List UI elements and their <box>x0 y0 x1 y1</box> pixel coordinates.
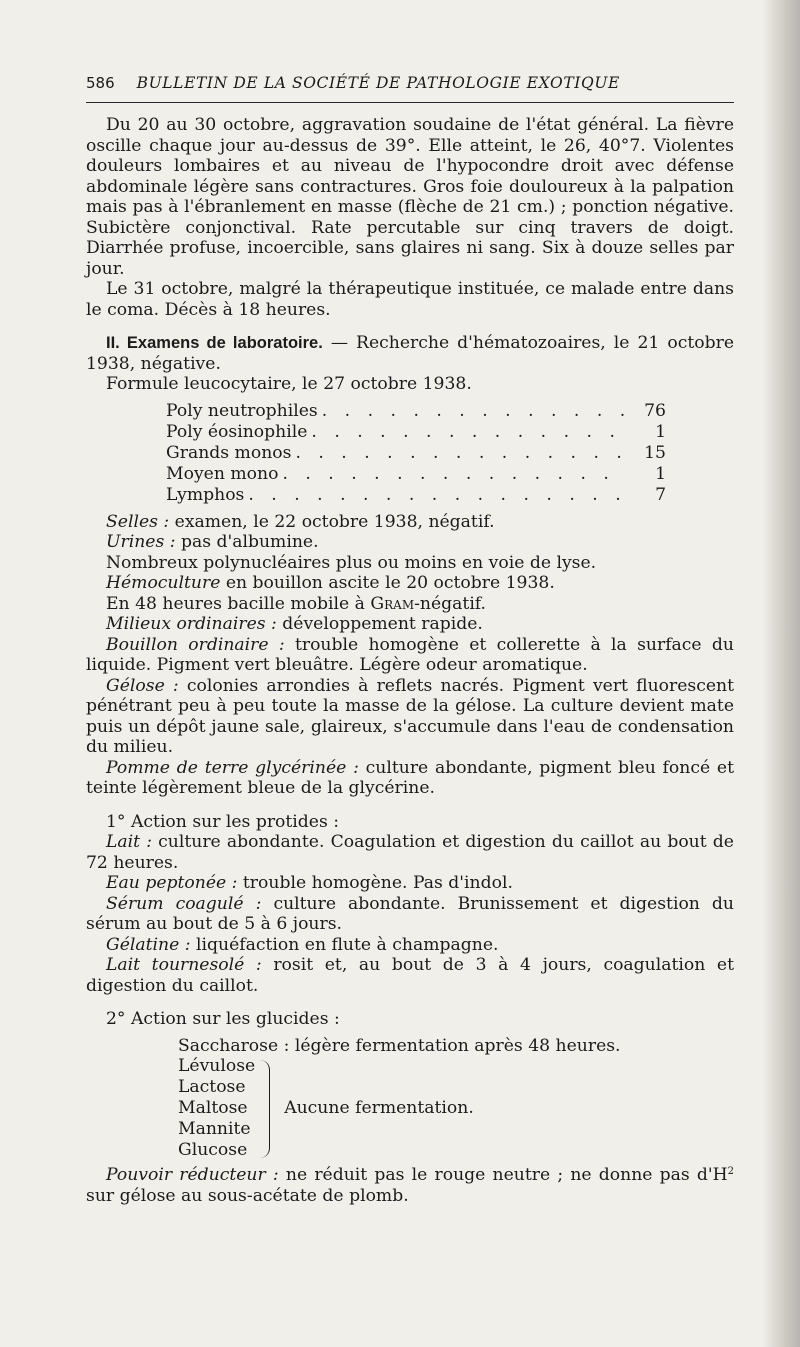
page-edge-shadow <box>762 0 800 1347</box>
eau-peptonee-text: trouble homogène. Pas d'indol. <box>237 873 513 893</box>
gram-label: Gram <box>370 593 415 614</box>
milieux-line <box>86 614 734 635</box>
article-body <box>86 115 734 1206</box>
lait-paragraph <box>86 832 734 873</box>
serum-paragraph <box>86 894 734 935</box>
formula-cell-name: Poly éosinophile <box>166 421 308 442</box>
milieux-label: Milieux ordinaires : <box>106 614 277 634</box>
leader-dots <box>282 464 628 485</box>
formula-cell-value: 1 <box>655 421 666 442</box>
bouillon-label: Bouillon ordinaire : <box>106 634 285 655</box>
page-number: 586 <box>86 74 115 92</box>
lait-tournesole-text: rosit et, au bout de 3 à 4 jours, coagulation et digestion du caillot. <box>86 955 734 996</box>
leader-dots <box>311 422 628 443</box>
pouvoir-text: ne réduit pas le rouge neutre ; ne donne pas d'H <box>278 1165 728 1185</box>
formula-cell-name: Moyen mono <box>166 463 279 484</box>
running-head <box>86 74 734 103</box>
glucides-heading: 2° Action sur les glucides : <box>106 1009 340 1029</box>
right-brace <box>259 1060 270 1158</box>
lait-label: Lait : <box>106 832 153 852</box>
leader-dots <box>322 401 628 422</box>
formula-cell-name: Grands monos <box>166 442 292 463</box>
pomme-label: Pomme de terre glycérinée : <box>106 757 359 778</box>
leader-dots <box>248 485 628 506</box>
urines-label: Urines : <box>106 532 176 552</box>
gelatine-text: liquéfaction en flute à champagne. <box>190 934 499 955</box>
urines-text: pas d'albumine. <box>175 532 319 552</box>
formula-cell-value: 76 <box>644 400 666 421</box>
gelatine-line <box>86 935 734 956</box>
formula-cell-value: 1 <box>655 463 666 484</box>
gelatine-label: Gélatine : <box>106 934 191 955</box>
sugar-group <box>178 1056 734 1161</box>
lait-text: culture abondante. Coagulation et digestion du caillot au bout de 72 heures. <box>86 832 734 873</box>
polynucleaires-line: Nombreux polynucléaires plus ou moins en voie de lyse. <box>106 552 597 573</box>
gelose-text: colonies arrondies à reflets nacrés. Pigment vert fluorescent pénétrant peu à peu toute la masse de la gélose. La culture devient mate puis un dépôt jaune sale, glaireux, s'accumule dans l'eau de condensation du milieu. <box>86 675 734 757</box>
pouvoir-label: Pouvoir réducteur : <box>106 1165 279 1185</box>
gelose-label: Gélose : <box>106 675 179 696</box>
formula-cell-name: Poly neutrophiles <box>166 400 318 421</box>
pomme-paragraph <box>86 758 734 799</box>
leader-dots <box>295 443 628 464</box>
formula-row <box>166 443 666 464</box>
pomme-text: culture abondante, pigment bleu foncé et teinte légèrement bleue de la glycérine. <box>86 757 734 798</box>
pouvoir-end: sur gélose au sous-acétate de plomb. <box>86 1185 409 1206</box>
serum-label: Sérum coagulé : <box>106 893 262 914</box>
sugar-item: Glucose <box>178 1140 248 1160</box>
no-fermentation-text: Aucune fermentation. <box>284 1098 474 1119</box>
leukocyte-formula-table <box>166 401 666 506</box>
formula-row <box>166 464 666 485</box>
gelose-paragraph <box>86 676 734 758</box>
formula-cell-value: 7 <box>655 484 666 505</box>
selles-text: examen, le 22 octobre 1938, négatif. <box>169 511 495 532</box>
bacille-line <box>86 594 734 615</box>
selles-line <box>86 512 734 533</box>
sugar-item: Mannite <box>178 1119 251 1139</box>
hematozoa-text: — Recherche d'hématozoaires, le 21 octobre 1938, négative. <box>86 333 734 374</box>
page-content <box>86 74 734 1206</box>
hemoculture-text: en bouillon ascite le 20 octobre 1938. <box>220 573 555 593</box>
journal-title: BULLETIN DE LA SOCIÉTÉ DE PATHOLOGIE EXOTIQUE <box>136 74 620 92</box>
hemoculture-line <box>86 573 734 594</box>
urines-line <box>86 532 734 553</box>
saccharose-line: Saccharose : légère fermentation après 48 heures. <box>178 1035 621 1056</box>
clinical-paragraph-2: Le 31 octobre, malgré la thérapeutique instituée, ce malade entre dans le coma. Décès à 18 heures. <box>86 279 734 320</box>
sugar-item: Lactose <box>178 1077 246 1097</box>
sugar-item: Lévulose <box>178 1056 256 1076</box>
clinical-paragraph-1: Du 20 au 30 octobre, aggravation soudaine de l'état général. La fièvre oscille chaque jour au-dessus de 39°. Elle atteint, le 26, 40°7. Violentes douleurs lombaires et au niveau de l'hypocondre droit avec défense abdominale légère sans contractures. Gros foie douloureux à la palpation mais pas à l'ébranlement en masse (flèche de 21 cm.) ; ponction négative. Subictère conjonctival. Rate percutable sur cinq travers de doigt. Diarrhée profuse, incoercible, sans glaires ni sang. Six à douze selles par jour. <box>86 115 734 279</box>
bouillon-text: trouble homogène et collerette à la surface du liquide. Pigment vert bleuâtre. Légère odeur aromatique. <box>86 634 734 675</box>
lab-section-heading: II. Examens de laboratoire. <box>106 334 323 352</box>
eau-peptonee-line <box>86 873 734 894</box>
sugar-list <box>178 1056 255 1161</box>
formula-row <box>166 485 666 506</box>
eau-peptonee-label: Eau peptonée : <box>106 873 238 893</box>
hemoculture-label: Hémoculture <box>106 573 221 593</box>
milieux-text: développement rapide. <box>276 614 483 634</box>
bacille-text: En 48 heures bacille mobile à <box>106 593 371 614</box>
formula-cell-name: Lymphos <box>166 484 245 505</box>
superscript: 2 <box>727 1166 734 1177</box>
sugars-block <box>178 1036 734 1162</box>
lab-section-intro <box>86 333 734 374</box>
bouillon-paragraph <box>86 635 734 676</box>
selles-label: Selles : <box>106 511 170 532</box>
formula-row <box>166 401 666 422</box>
formula-cell-value: 15 <box>644 442 666 463</box>
formula-row <box>166 422 666 443</box>
formula-intro: Formule leucocytaire, le 27 octobre 1938. <box>106 374 472 394</box>
protides-heading: 1° Action sur les protides : <box>106 811 340 832</box>
sugar-item: Maltose <box>178 1098 248 1118</box>
bacille-suffix: -négatif. <box>414 593 487 614</box>
pouvoir-paragraph <box>86 1165 734 1206</box>
serum-text: culture abondante. Brunissement et digestion du sérum au bout de 5 à 6 jours. <box>86 893 734 934</box>
lait-tournesole-paragraph <box>86 955 734 996</box>
lait-tournesole-label: Lait tournesolé : <box>106 955 262 975</box>
